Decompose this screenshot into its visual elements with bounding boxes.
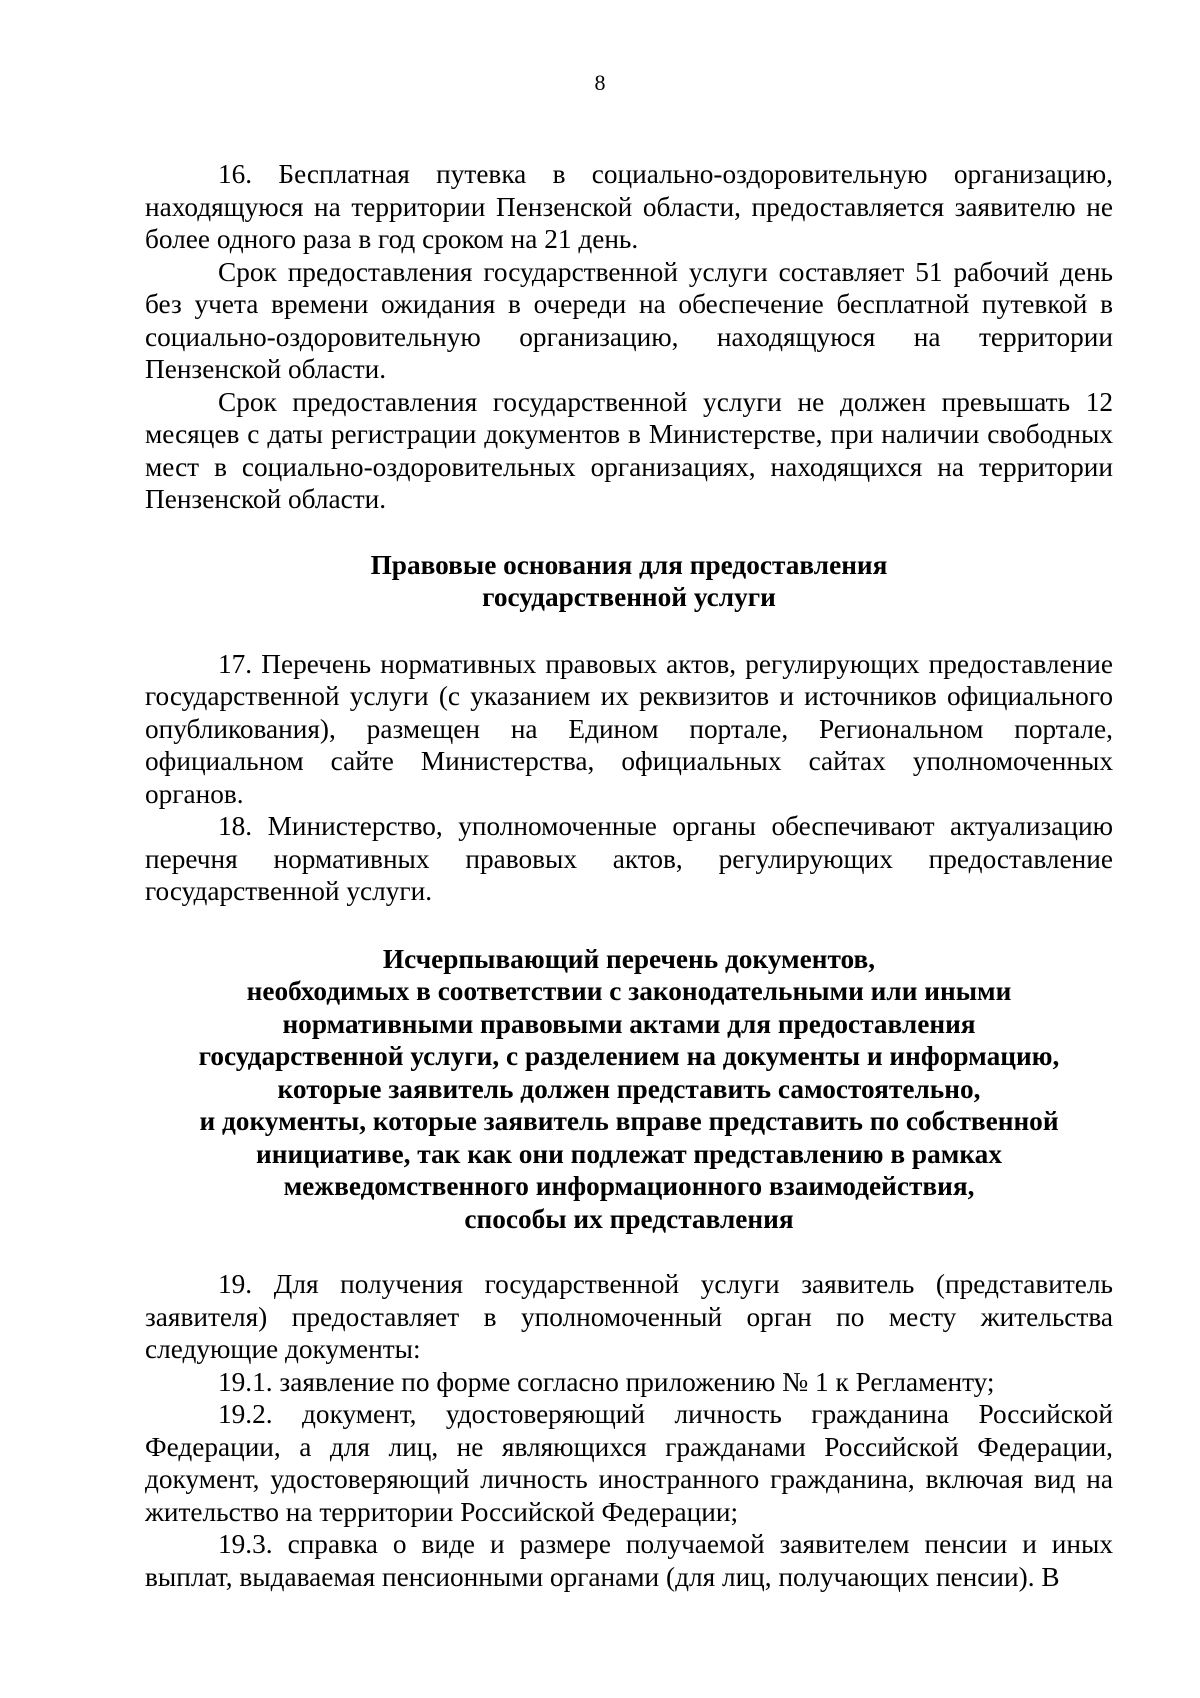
paragraph-19-1: 19.1. заявление по форме согласно приложению № 1 к Регламенту; xyxy=(218,1366,995,1397)
heading-line: Правовые основания для предоставления xyxy=(370,549,888,580)
paragraph-max-term: Срок предоставления государственной услуги не должен превышать 12 месяцев с даты регистрации документов в Министерстве, при наличии свободных мест в социально-оздоровительных организациях, находящихся на территории Пензенской области. xyxy=(145,386,1113,514)
heading-line: государственной услуги xyxy=(482,582,776,612)
paragraph-19: 19. Для получения государственной услуги заявитель (представитель заявителя) предоставляет в уполномоченный орган по месту жительства следующие документы: xyxy=(145,1269,1113,1364)
heading-line: способы их представления xyxy=(464,1203,794,1234)
paragraph-19-3: 19.3. справка о виде и размере получаемой заявителем пенсии и иных выплат, выдаваемая пенсионными органами (для лиц, получающих пенсии). В xyxy=(145,1529,1113,1592)
paragraph-18: 18. Министерство, уполномоченные органы обеспечивают актуализацию перечня нормативных правовых актов, регулирующих предоставление государственной услуги. xyxy=(145,811,1113,906)
heading-line: межведомственного информационного взаимодействия, xyxy=(283,1171,975,1201)
section-heading-legal-basis xyxy=(145,549,1113,614)
heading-line: Исчерпывающий перечень документов, xyxy=(382,943,876,974)
heading-line: государственной услуги, с разделением на документы и информацию, xyxy=(198,1041,1060,1071)
heading-line: и документы, которые заявитель вправе представить по собственной xyxy=(199,1106,1059,1136)
section-heading-documents-list xyxy=(145,943,1113,1236)
heading-line: необходимых в соответствии с законодательными или иными xyxy=(246,976,1012,1006)
paragraph-16: 16. Бесплатная путевка в социально-оздоровительную организацию, находящуюся на территории Пензенской области, предоставляется заявителю не более одного раза в год сроком на 21 день. xyxy=(145,159,1113,254)
page-number: 8 xyxy=(594,70,606,95)
paragraph-17: 17. Перечень нормативных правовых актов, регулирующих предоставление государственной услуги (с указанием их реквизитов и источников официального опубликования), размещен на Едином портале, Региональном портале, официальном сайте Министерства, официальных сайтах уполномоченных органов. xyxy=(145,648,1113,809)
heading-line: нормативными правовыми актами для предоставления xyxy=(282,1008,976,1039)
paragraph-19-2: 19.2. документ, удостоверяющий личность гражданина Российской Федерации, а для лиц, не являющихся гражданами Российской Федерации, документ, удостоверяющий личность иностранного гражданина, включая вид на жительство на территории Российской Федерации; xyxy=(145,1399,1113,1527)
heading-line: инициативе, так как они подлежат представлению в рамках xyxy=(256,1138,1002,1169)
paragraph-service-term: Срок предоставления государственной услуги составляет 51 рабочий день без учета времени ожидания в очереди на обеспечение бесплатной путевкой в социально-оздоровительную организацию, находящуюся на территории Пензенской области. xyxy=(145,256,1113,384)
heading-line: которые заявитель должен представить самостоятельно, xyxy=(277,1073,981,1104)
document-body xyxy=(145,158,1113,1593)
